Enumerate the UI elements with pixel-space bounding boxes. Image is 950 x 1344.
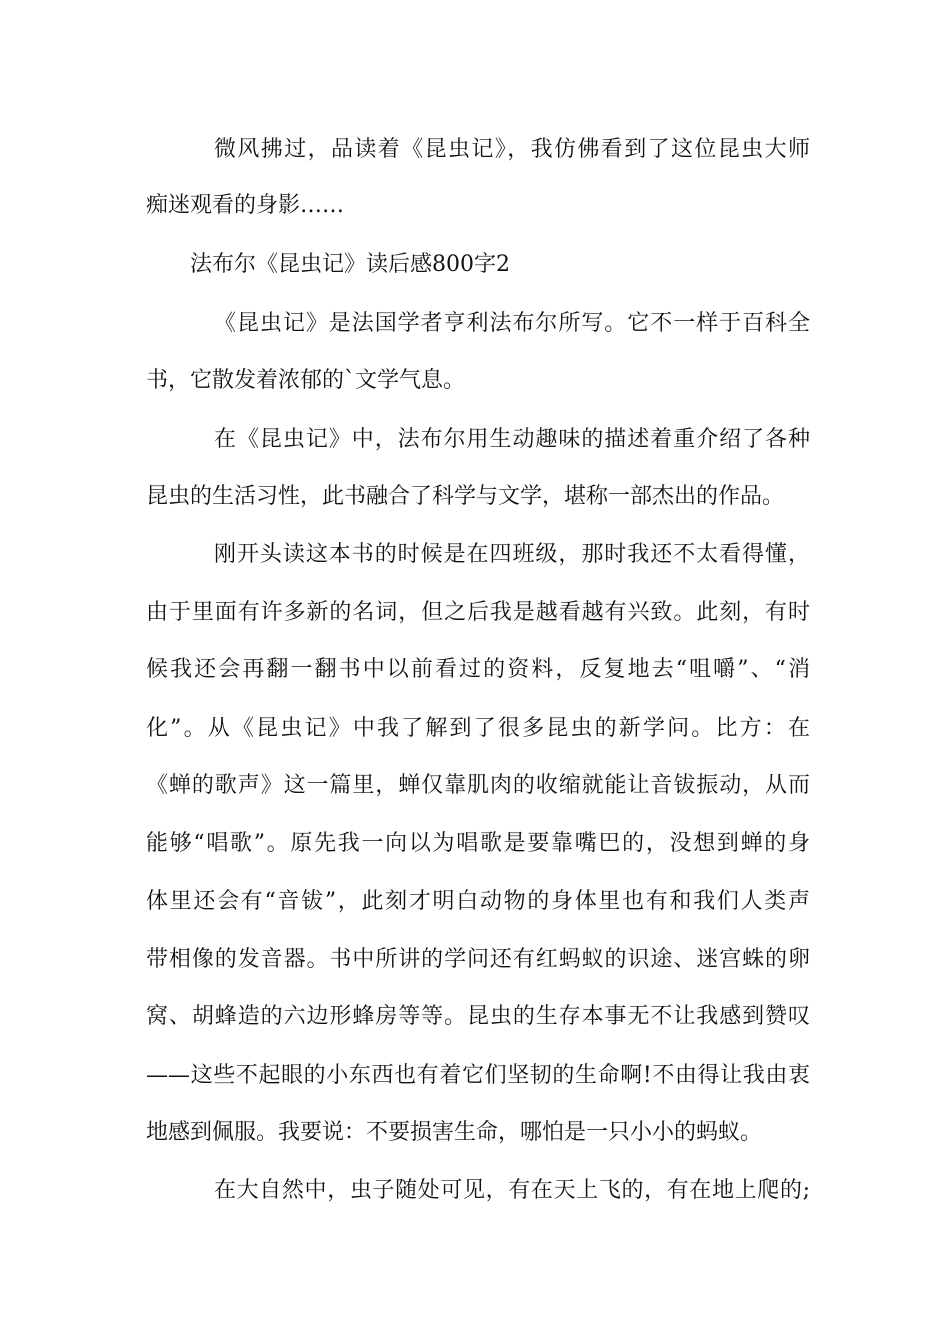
paragraph-line: 痴迷观看的身影…… [146, 193, 345, 218]
paragraph-line: 微风拂过，品读着《昆虫记》，我仿佛看到了这位昆虫大师 [214, 137, 810, 162]
paragraph-line: 刚开头读这本书的时候是在四班级，那时我还不太看得懂， [214, 542, 810, 567]
paragraph-line: 在大自然中，虫子随处可见，有在天上飞的，有在地上爬的; [214, 1178, 810, 1203]
paragraph-line: 《蝉的歌声》这一篇里，蝉仅靠肌肉的收缩就能让音钹振动，从而 [146, 773, 810, 798]
section-heading: 法布尔《昆虫记》读后感800字2 [190, 252, 510, 277]
paragraph-line: 《昆虫记》是法国学者亨利法布尔所写。它不一样于百科全 [214, 311, 810, 336]
paragraph-line: 体里还会有“音钹”，此刻才明白动物的身体里也有和我们人类声 [146, 889, 810, 914]
paragraph-line: 在《昆虫记》中，法布尔用生动趣味的描述着重介绍了各种 [214, 427, 810, 452]
paragraph-line: 带相像的发音器。书中所讲的学问还有红蚂蚁的识途、迷宫蛛的卵 [146, 947, 810, 972]
paragraph-line: 地感到佩服。我要说：不要损害生命，哪怕是一只小小的蚂蚁。 [146, 1120, 763, 1145]
paragraph-line: 候我还会再翻一翻书中以前看过的资料，反复地去“咀嚼”、“消 [146, 657, 810, 682]
paragraph-line: ——这些不起眼的小东西也有着它们坚韧的生命啊!不由得让我由衷 [146, 1063, 810, 1088]
paragraph-line: 昆虫的生活习性，此书融合了科学与文学，堪称一部杰出的作品。 [146, 484, 785, 509]
paragraph-line: 书，它散发着浓郁的`文学气息。 [146, 368, 466, 393]
paragraph-line: 化”。从《昆虫记》中我了解到了很多昆虫的新学问。比方：在 [146, 716, 810, 741]
paragraph-line: 窝、胡蜂造的六边形蜂房等等。昆虫的生存本事无不让我感到赞叹 [146, 1004, 810, 1029]
paragraph-line: 能够“唱歌”。原先我一向以为唱歌是要靠嘴巴的，没想到蝉的身 [146, 831, 810, 856]
paragraph-line: 由于里面有许多新的名词，但之后我是越看越有兴致。此刻，有时 [146, 600, 810, 625]
